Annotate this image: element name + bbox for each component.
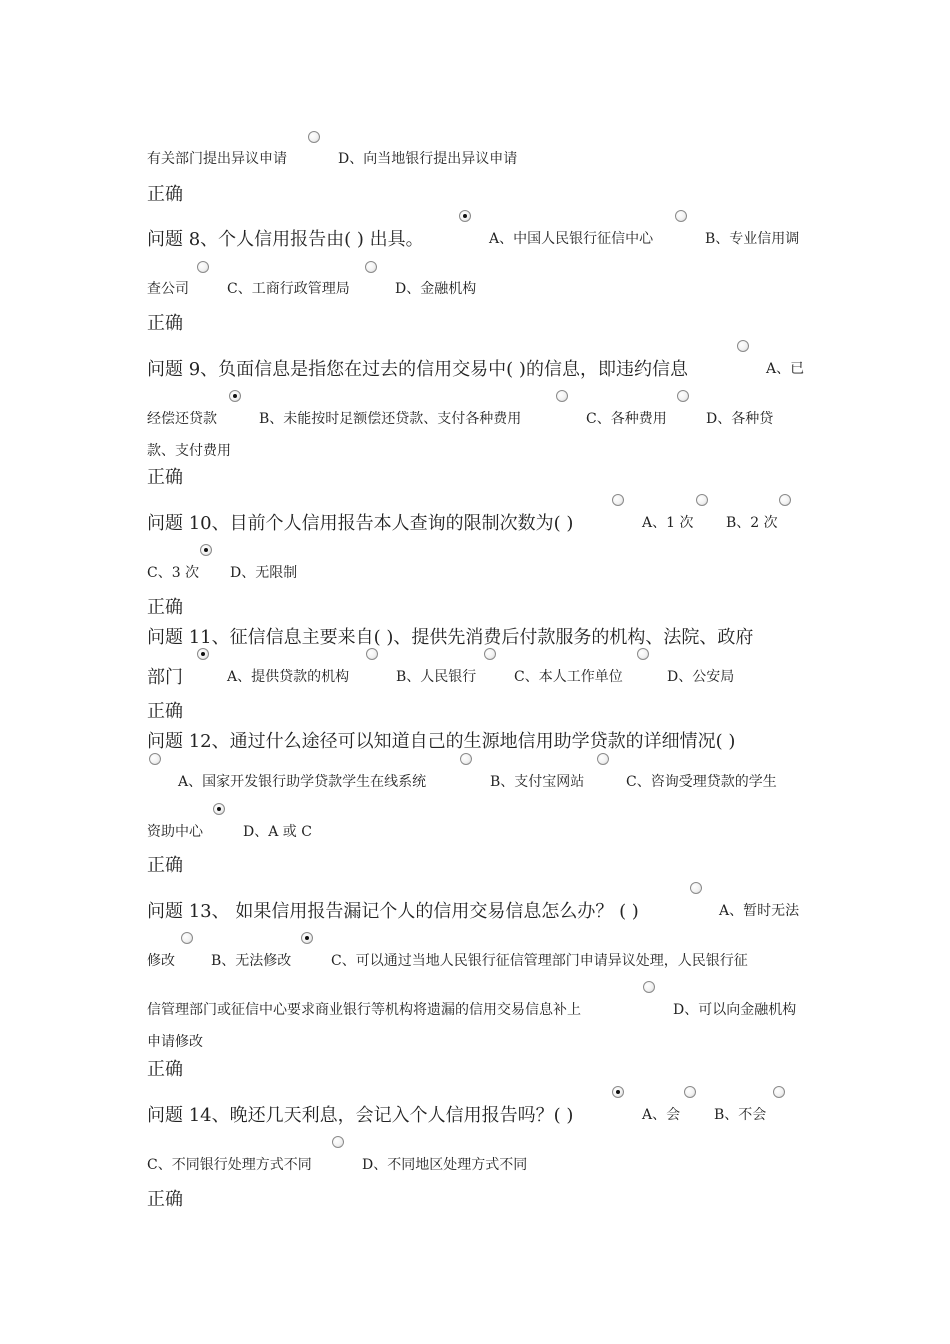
radio-button-icon[interactable] <box>696 494 708 506</box>
radio-button-icon[interactable] <box>460 753 472 765</box>
radio-button-icon[interactable] <box>197 648 209 660</box>
option-text: 修改 <box>147 953 175 969</box>
question-text: 问题 8、个人信用报告由( ) 出具。 <box>147 229 424 250</box>
radio-button-icon[interactable] <box>197 261 209 273</box>
answer-status: 正确 <box>147 467 183 488</box>
option-text: B、2 次 <box>726 515 778 531</box>
radio-button-icon[interactable] <box>200 544 212 556</box>
option-text: A、国家开发银行助学贷款学生在线系统 <box>178 774 427 790</box>
option-text: 信管理部门或征信中心要求商业银行等机构将遗漏的信用交易信息补上 <box>147 1002 581 1018</box>
option-text: 有关部门提出异议申请 <box>147 151 287 167</box>
question-text: 问题 10、目前个人信用报告本人查询的限制次数为( ) <box>147 513 574 534</box>
option-text: B、未能按时足额偿还贷款、支付各种费用 <box>259 411 522 427</box>
radio-button-icon[interactable] <box>365 261 377 273</box>
option-text: A、提供贷款的机构 <box>227 669 350 685</box>
radio-button-icon[interactable] <box>459 210 471 222</box>
radio-button-icon[interactable] <box>643 981 655 993</box>
radio-button-icon[interactable] <box>149 753 161 765</box>
option-text: C、不同银行处理方式不同 <box>147 1157 312 1173</box>
radio-button-icon[interactable] <box>366 648 378 660</box>
radio-button-icon[interactable] <box>612 1086 624 1098</box>
option-text: C、各种费用 <box>586 411 667 427</box>
answer-status: 正确 <box>147 1189 183 1210</box>
option-text: D、A 或 C <box>243 824 312 840</box>
radio-button-icon[interactable] <box>773 1086 785 1098</box>
radio-button-icon[interactable] <box>301 932 313 944</box>
option-text: A、中国人民银行征信中心 <box>489 231 654 247</box>
option-text: A、会 <box>642 1107 681 1123</box>
option-text: D、不同地区处理方式不同 <box>362 1157 528 1173</box>
radio-button-icon[interactable] <box>690 882 702 894</box>
option-text: D、向当地银行提出异议申请 <box>338 151 518 167</box>
option-text: A、1 次 <box>642 515 694 531</box>
option-text: D、可以向金融机构 <box>673 1002 797 1018</box>
option-text: 申请修改 <box>147 1034 203 1050</box>
option-text: C、工商行政管理局 <box>227 281 350 297</box>
option-text: A、已 <box>766 361 805 377</box>
option-text: B、不会 <box>714 1107 767 1123</box>
radio-button-icon[interactable] <box>675 210 687 222</box>
question-text: 问题 14、晚还几天利息，会记入个人信用报告吗？( ) <box>147 1105 574 1126</box>
option-text: 款、支付费用 <box>147 443 231 459</box>
radio-button-icon[interactable] <box>637 648 649 660</box>
option-text: 经偿还贷款 <box>147 411 217 427</box>
radio-button-icon[interactable] <box>229 390 241 402</box>
radio-button-icon[interactable] <box>779 494 791 506</box>
radio-button-icon[interactable] <box>181 932 193 944</box>
question-text: 问题 12、通过什么途径可以知道自己的生源地信用助学贷款的详细情况( ) <box>147 731 736 752</box>
radio-button-icon[interactable] <box>597 753 609 765</box>
question-text: 部门 <box>147 667 183 688</box>
answer-status: 正确 <box>147 701 183 722</box>
answer-status: 正确 <box>147 184 183 205</box>
radio-button-icon[interactable] <box>612 494 624 506</box>
option-text: B、人民银行 <box>396 669 477 685</box>
radio-button-icon[interactable] <box>213 803 225 815</box>
radio-button-icon[interactable] <box>684 1086 696 1098</box>
radio-button-icon[interactable] <box>332 1136 344 1148</box>
answer-status: 正确 <box>147 855 183 876</box>
option-text: A、暂时无法 <box>719 903 800 919</box>
option-text: D、无限制 <box>230 565 298 581</box>
question-text: 问题 11、征信信息主要来自( )、提供先消费后付款服务的机构、法院、政府 <box>147 627 754 648</box>
answer-status: 正确 <box>147 313 183 334</box>
option-text: C、3 次 <box>147 565 200 581</box>
answer-status: 正确 <box>147 597 183 618</box>
question-text: 问题 9、负面信息是指您在过去的信用交易中( )的信息，即违约信息 <box>147 359 688 380</box>
option-text: B、专业信用调 <box>705 231 800 247</box>
option-text: B、支付宝网站 <box>490 774 585 790</box>
question-text: 问题 13、 如果信用报告漏记个人的信用交易信息怎么办？ ( ) <box>147 901 639 922</box>
option-text: B、无法修改 <box>211 953 292 969</box>
answer-status: 正确 <box>147 1059 183 1080</box>
radio-button-icon[interactable] <box>677 390 689 402</box>
radio-button-icon[interactable] <box>308 131 320 143</box>
option-text: D、公安局 <box>667 669 735 685</box>
option-text: C、可以通过当地人民银行征信管理部门申请异议处理，人民银行征 <box>331 953 748 969</box>
radio-button-icon[interactable] <box>556 390 568 402</box>
option-text: C、咨询受理贷款的学生 <box>626 774 777 790</box>
radio-button-icon[interactable] <box>484 648 496 660</box>
option-text: D、金融机构 <box>395 281 477 297</box>
option-text: D、各种贷 <box>706 411 774 427</box>
radio-button-icon[interactable] <box>737 340 749 352</box>
option-text: 资助中心 <box>147 824 203 840</box>
option-text: C、本人工作单位 <box>514 669 623 685</box>
option-text: 查公司 <box>147 281 189 297</box>
